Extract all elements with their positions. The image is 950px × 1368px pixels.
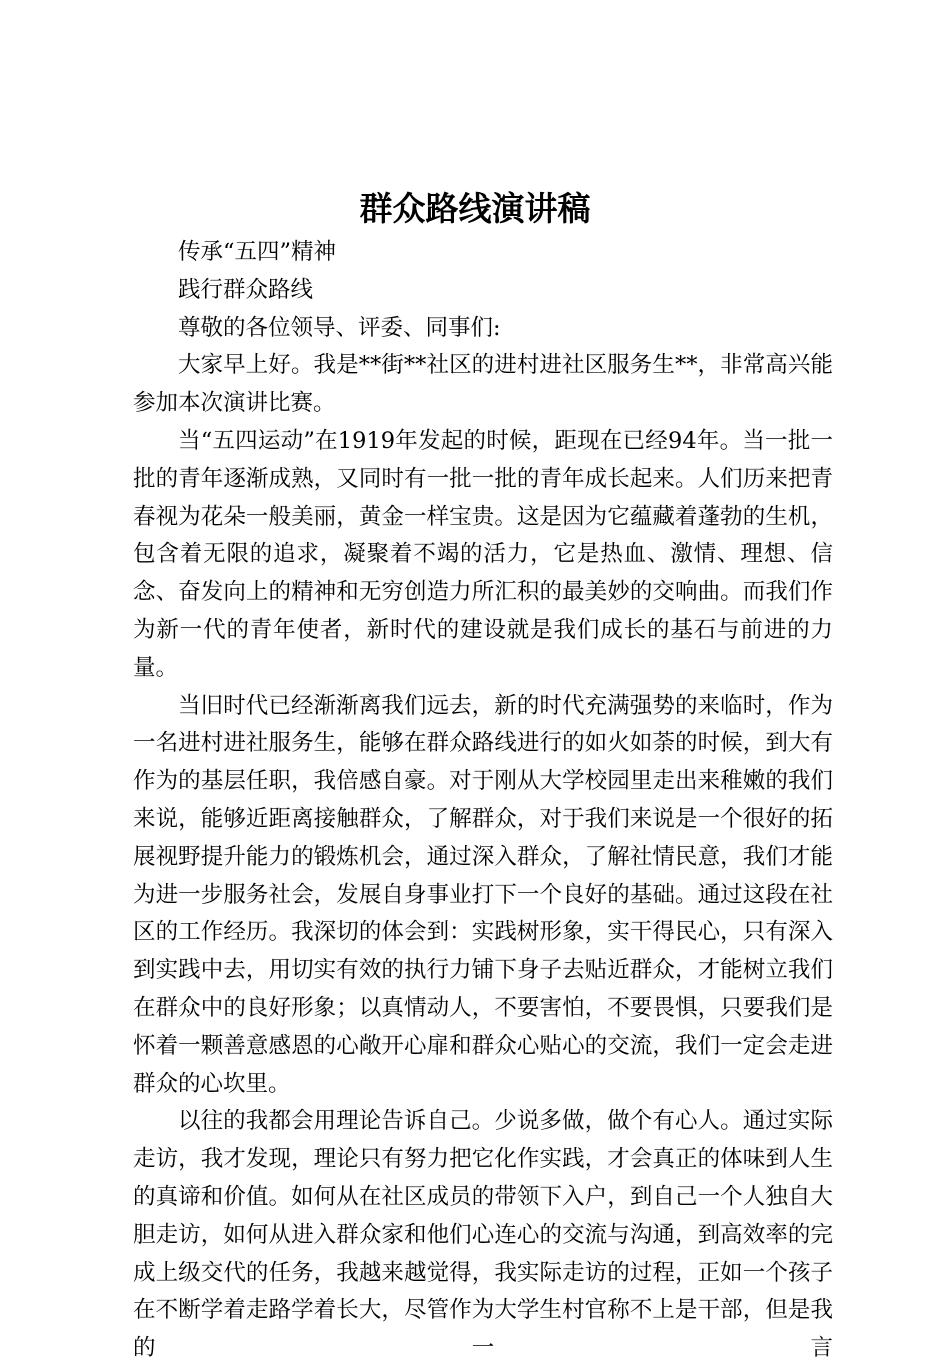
- salutation: 尊敬的各位领导、评委、同事们:: [178, 314, 501, 341]
- document-body: [133, 234, 833, 1368]
- paragraph-may-fourth: 当“五四运动”在1919年发起的时候，距现在已经94年。当一批一批的青年逐渐成熟，又同时有一批一批的青年成长起来。人们历来把青春视为花朵一般美丽，黄金一样宝贵。这是因为它蕴藏着蓬勃的生机，包含着无限的追求，凝聚着不竭的活力，它是热血、激情、理想、信念、奋发向上的精神和无穷创造力所汇积的最美妙的交响曲。而我们作为新一代的青年使者，新时代的建设就是我们成长的基石与前进的力量。: [133, 427, 833, 681]
- subtitle-line-1: 传承“五四”精神: [178, 239, 337, 265]
- subtitle-line-2: 践行群众路线: [178, 276, 314, 303]
- paragraph-new-era: 当旧时代已经渐渐离我们远去，新的时代充满强势的来临时，作为一名进村进社服务生，能够在群众路线进行的如火如荼的时候，到大有作为的基层任职，我倍感自豪。对于刚从大学校园里走出来稚嫩的我们来说，能够近距离接触群众，了解群众，对于我们来说是一个很好的拓展视野提升能力的锻炼机会，通过深入群众，了解社情民意，我们才能为进一步服务社会，发展自身事业打下一个良好的基础。通过这段在社区的工作经历。我深切的体会到：实践树形象，实干得民心，只有深入到实践中去，用切实有效的执行力铺下身子去贴近群众，才能树立我们在群众中的良好形象；以真情动人，不要害怕，不要畏惧，只要我们是怀着一颗善意感恩的心敞开心扉和群众心贴心的交流，我们一定会走进群众的心坎里。: [133, 692, 833, 1097]
- paragraph-practice: 以往的我都会用理论告诉自己。少说多做，做个有心人。通过实际走访，我才发现，理论只有努力把它化作实践，才会真正的体味到人生的真谛和价值。如何从在社区成员的带领下入户，到自己一个人独自大胆走访，如何从进入群众家和他们心连心的交流与沟通，到高效率的完成上级交代的任务，我越来越觉得，我实际走访的过程，正如一个孩子在不断学着走路学着长大，尽管作为大学生村官称不上是干部，但是我的一言: [133, 1108, 833, 1362]
- paragraph-greeting: 大家早上好。我是**街**社区的进村进社区服务生**，非常高兴能参加本次演讲比赛。: [133, 352, 833, 417]
- document-title: 群众路线演讲稿: [359, 189, 591, 228]
